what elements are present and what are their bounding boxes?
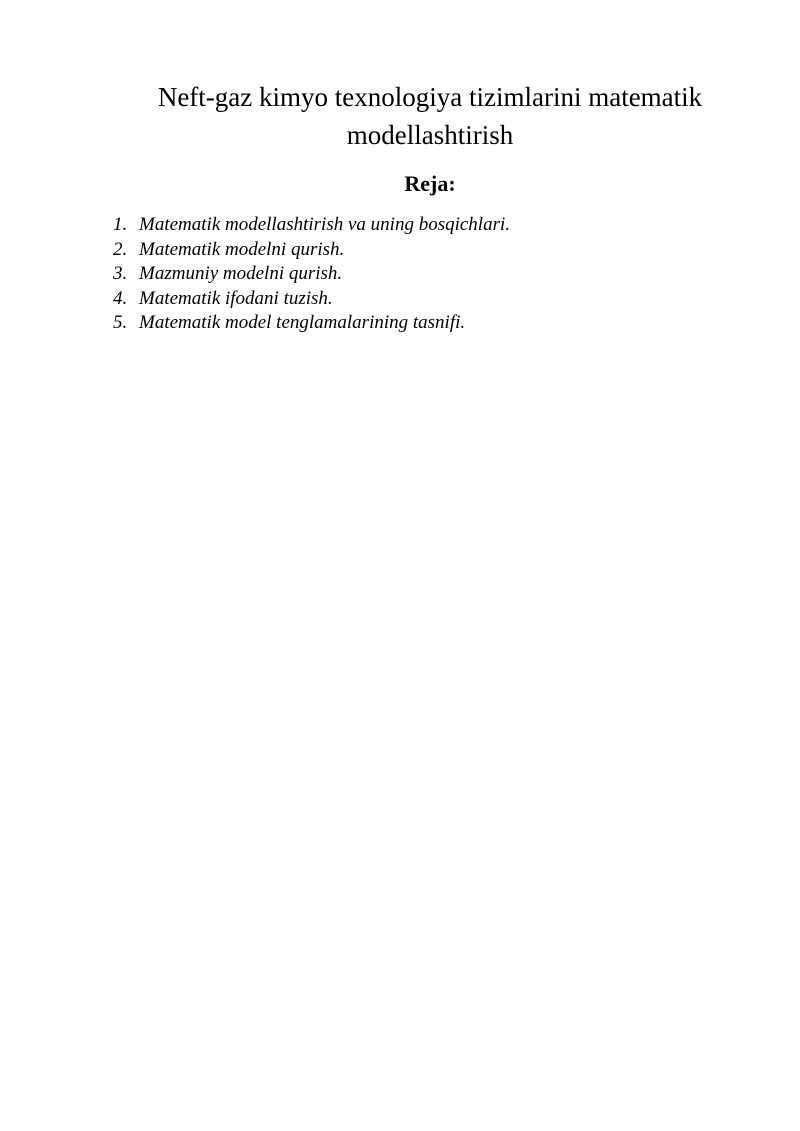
plan-item-text: Matematik model tenglamalarining tasnifi. [139, 312, 466, 333]
plan-item-number: 1. [113, 214, 128, 235]
plan-item-number: 3. [113, 263, 128, 284]
plan-item-number: 4. [113, 287, 128, 309]
plan-item-text: Matematik ifodani tuzish. [139, 287, 333, 309]
plan-item-text: Matematik modelni qurish. [139, 238, 345, 260]
title-line-1: Neft-gaz kimyo texnologiya tizimlarini matematik [157, 82, 703, 112]
plan-item-text: Matematik modellashtirish va uning bosqichlari. [139, 214, 511, 235]
plan-heading: Reja: [404, 171, 456, 196]
plan-item-number: 5. [113, 312, 128, 333]
plan-item-3 [113, 262, 510, 287]
page-title [110, 78, 750, 154]
plan-item-number: 2. [113, 238, 128, 260]
plan-item-2 [113, 238, 510, 263]
plan-item-5 [113, 311, 510, 336]
plan-item-text: Mazmuniy modelni qurish. [139, 263, 343, 284]
plan-item-4 [113, 287, 510, 312]
title-line-2: modellashtirish [346, 120, 514, 150]
plan-item-1 [113, 213, 510, 238]
plan-list [113, 213, 510, 336]
